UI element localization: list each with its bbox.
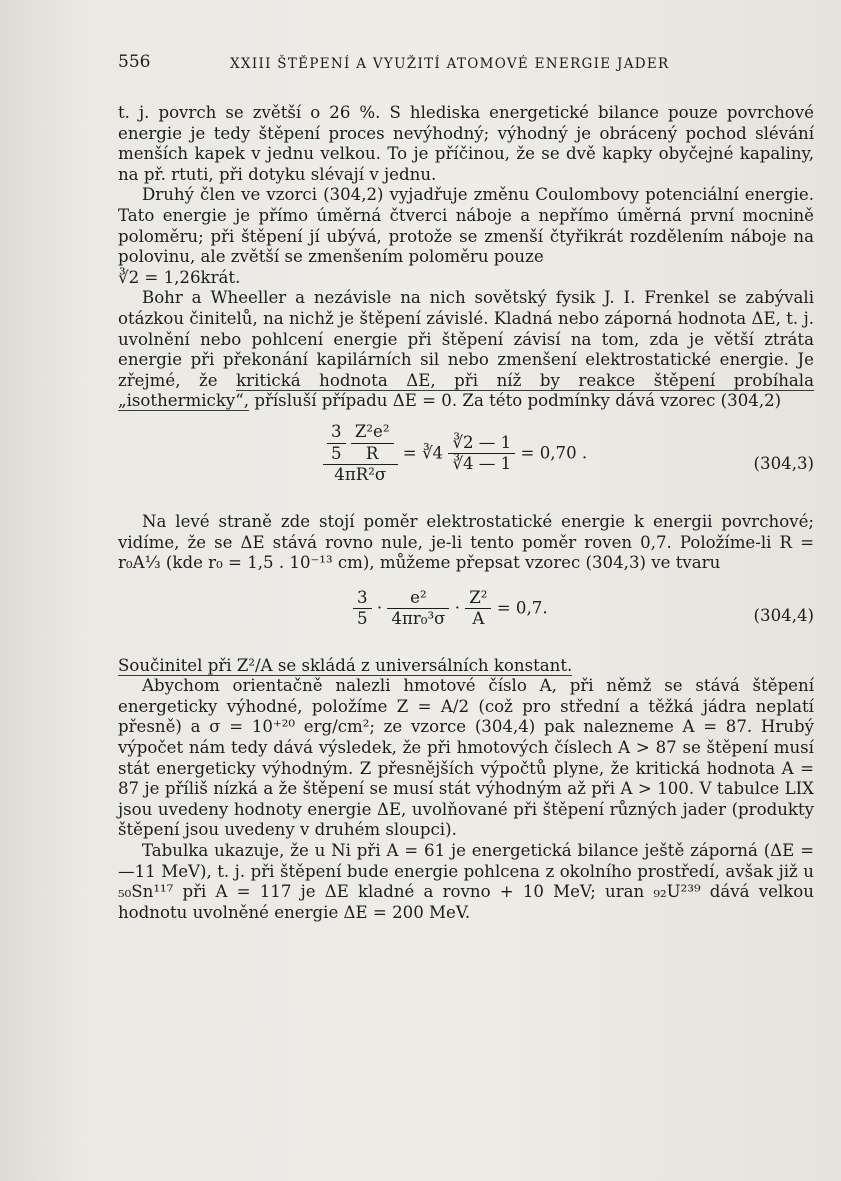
equation-number: (304,3) [753,453,814,473]
paragraph-7: Tabulka ukazuje, že u Ni při A = 61 je energetická bilance ještě záporná (ΔE = —11 MeV), t. j. při štěpení bude energie pohlcena z okolního prostředí, avšak již u ₅₀Sn¹¹⁷ při A = 117 je ΔE kladné a rovno + 10 MeV; uran ₉₂U²³⁹ dává velkou hodnotu uvolněné energie ΔE = 200 MeV. [118,841,814,922]
eq2-result: = 0,7. [496,598,548,618]
equation-304-3 [118,422,814,500]
eq2-a-den: 5 [357,609,368,629]
eq2-a-num: 3 [353,588,372,610]
eq1-inner-num2: Z²e² [351,422,394,444]
equation-304-4-body: $\frac{3}{5}$ · $\frac{\text{e²}}{\text{4πr₀³σ}}$ · $\frac{\text{Z²}}{A}$ = 0,7. [353,588,548,630]
running-title: XXIII ŠTĚPENÍ A VYUŽITÍ ATOMOVÉ ENERGIE JADER [230,56,670,72]
equation-304-4 [118,584,814,644]
paragraph-5-text: Součinitel při Z²/A se skládá z universálních konstant. [118,655,573,675]
eq1-inner-num: 3 [327,422,346,444]
eq2-b-den: 4πr₀³σ [391,609,446,629]
eq1-lhs-fraction [323,422,398,486]
paragraph-5 [118,656,814,677]
paragraph-2 [118,185,814,267]
eq1-inner-den2: R [365,443,379,463]
paragraph-3-start: Bohr a Wheeller a nezávisle na nich sovětský fysik J. I. Frenkel se zabývali otázkou činitelů, na nichž je štěpení závislé. Kladná nebo záporná hodnota ΔE, t. j. uvolnění nebo pohlcení energie při štěpení závisí na tom, zda je větší ztráta energie při překonání kapilárních sil nebo zmenšení elektrostatické energie. Je zřejmé, že [118,288,814,390]
equation-number: (304,4) [753,605,814,625]
eq1-root: ∛4 [421,443,444,463]
eq2-c-num: Z² [465,588,491,610]
eq1-inner-den: 5 [331,443,342,463]
eq1-result: = 0,70 . [520,443,588,463]
paragraph-4: Na levé straně zde stojí poměr elektrostatické energie k energii povrchové; vidíme, že se ΔE stává rovno nule, je-li tento poměr roven 0,7. Položíme-li R = r₀A⅓ (kde r₀ = 1,5 . 10⁻¹³ cm), můžeme přepsat vzorec (304,3) ve tvaru [118,511,814,573]
eq2-b-num: e² [387,588,449,610]
eq2-c-den: A [472,609,485,629]
eq1-rhs-num: ∛2 — 1 [448,433,515,455]
paragraph-1: t. j. povrch se zvětší o 26 %. S hlediska energetické bilance pouze povrchové energie je tedy štěpení proces nevýhodný; výhodný je obrácený pochod slévání menších kapek v jednu velkou. To je příčinou, že se dvě kapky obyčejné kapaliny, na př. rtuti, při dotyku slévají v jednu. [118,103,814,184]
eq1-rhs-den: ∛4 — 1 [452,454,512,474]
page-number: 556 [118,52,151,72]
paragraph-3-end: přísluší případu ΔE = 0. Za této podmínky dává vzorec (304,2) [249,391,782,411]
paragraph-2-text: Druhý člen ve vzorci (304,2) vyjadřuje změnu Coulombovy potenciální energie. Tato energie je přímo úměrná čtverci náboje a nepřímo úměrná první mocnině poloměru; při štěpení jí ubývá, protože se zmenší čtyřikrát rozdělením náboje na polovinu, ale zvětší se zmenšením poloměru pouze [118,185,814,267]
paragraph-6: Abychom orientačně nalezli hmotové číslo A, při němž se stává štěpení energeticky výhodné, položíme Z = A/2 (což pro střední a těžká jádra neplatí přesně) a σ = 10⁺²⁰ erg/cm²; ze vzorce (304,4) pak nalezneme A = 87. Hrubý výpočet nám tedy dává výsledek, že při hmotových číslech A > 87 se štěpení musí stát energeticky výhodným. Z přesnějších výpočtů plyne, že kritická hodnota A = 87 je příliš nízká a že štěpení se musí stát výhodným až při A > 100. V tabulce LIX jsou uvedeny hodnoty energie ΔE, uvolňované při štěpení různých jader (produkty štěpení jsou uvedeny v druhém sloupci). [118,676,814,840]
eq1-rhs-fraction [448,433,515,475]
equation-304-3-body: $\frac{3}{5}$ $\frac{\text{Z²e²}}{R}$ 4πR²σ = ∛4 $\frac{∛2 — 1}{∛4 — 1}$ = 0,70 . [323,422,587,486]
eq1-lhs-den: 4πR²σ [334,465,387,485]
paragraph-2-end: ∛2 = 1,26krát. [118,267,241,287]
paragraph-3 [118,288,814,412]
page-body [118,103,814,923]
paragraph-3-underlined: kritická hodnota ΔE, při níž by reakce štěpení probíhala „isothermicky“, [118,370,814,411]
